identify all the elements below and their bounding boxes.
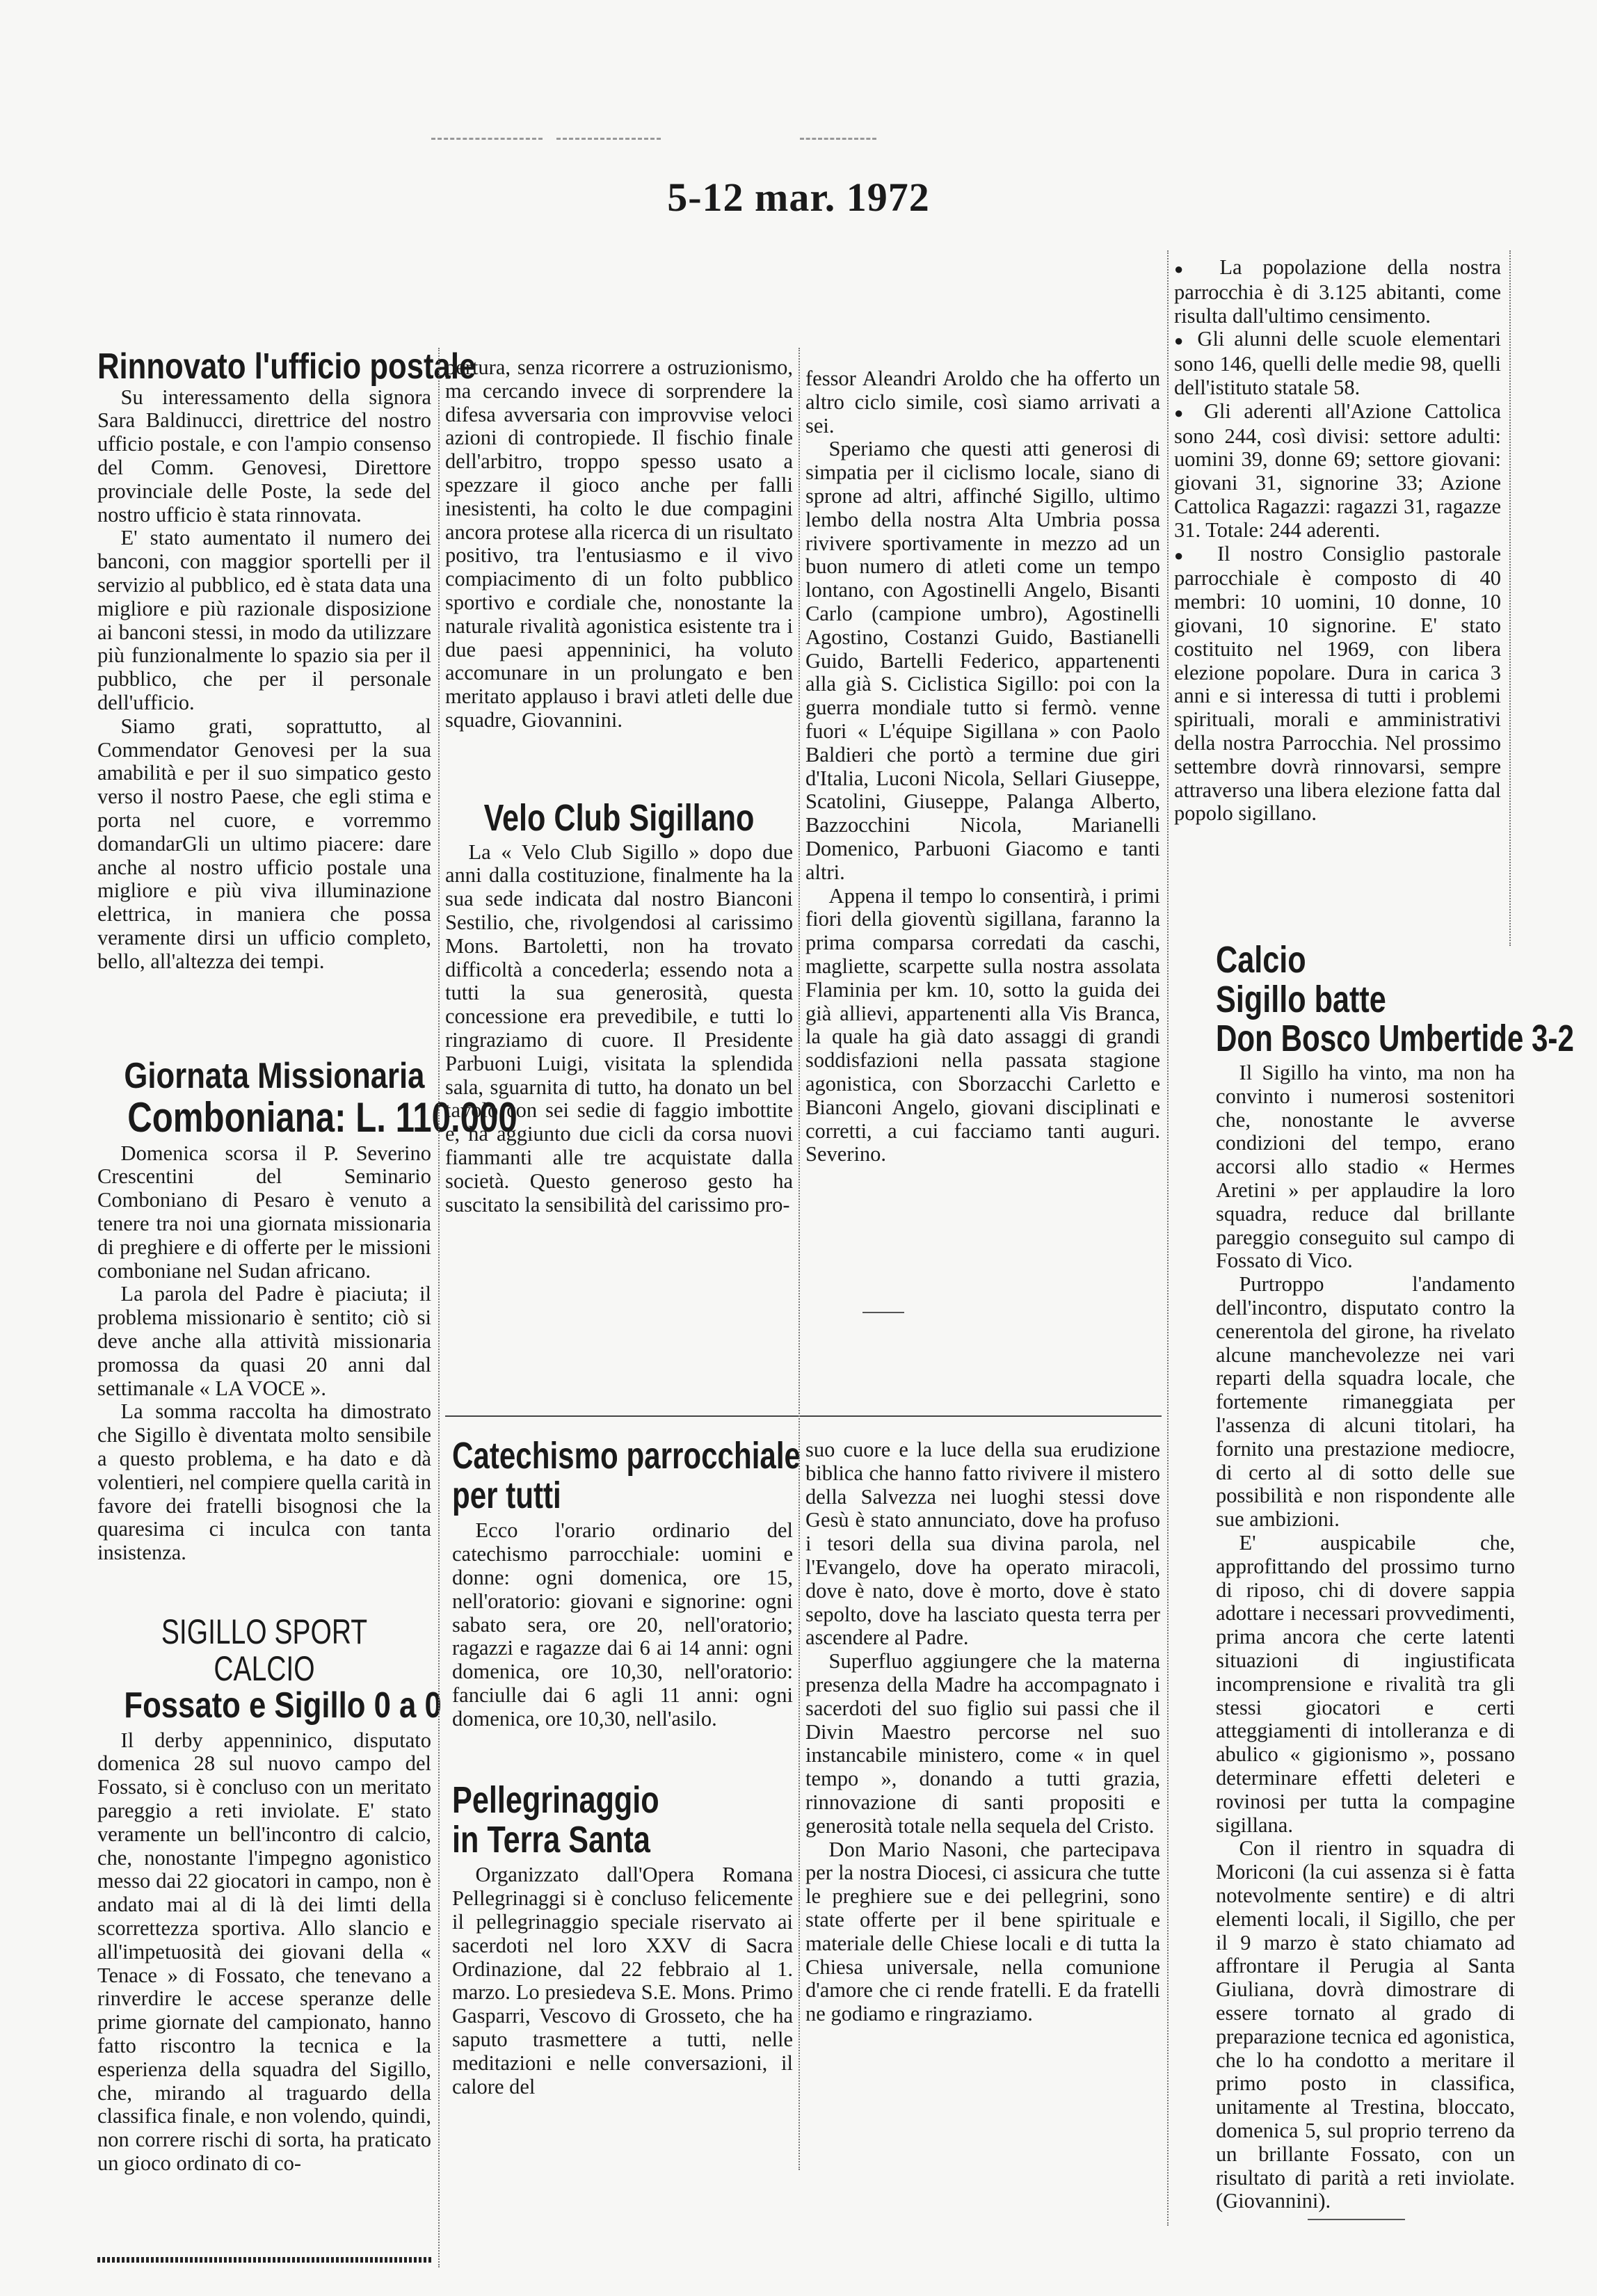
paragraph: pertura, senza ricorrere a ostruzionismo, ma cercando invece di sorprendere la difesa avversaria con improvvise veloci azioni di contropiede. Il fischio finale dell'arbitro, troppo spesso usato a spezzare il gioco anche per falli inesistenti, ha colto le due compagini ancora protese alla ricerca di un risultato positivo, tra l'entusiasmo e il vivo compiacimento di un folto pubblico sportivo e cordiale che, nonostante la naturale rivalità agonistica esistente tra i due paesi appenninici, ha voluto accomunare in un prolungato e ben meritato applauso i bravi atleti delle due squadre, Giovannini. [445, 355, 793, 732]
headline-missionaria-2: Comboniana: L. 110.000 [127, 1093, 517, 1141]
paragraph: La somma raccolta ha dimostrato che Sigillo è diventata molto sensibile a questo problema, e ha dato e dà volentieri, nel compiere quella carità in favore dei fratelli bisognosi che la quaresima ci inculca con tanta insistenza. [97, 1399, 431, 1565]
velo-end-ornament [862, 1312, 904, 1313]
paragraph: Siamo grati, soprattutto, al Commendator Genovesi per la sua amabilità e per il suo simpatico gesto verso il nostro Paese, che egli stima e porta nel cuore, e vorremmo domandarGli un ultimo piacere: dare anche al nostro ufficio postale una migliore e più viva illuminazione elettrica, in maniera che possa veramente dirsi un ufficio completo, bello, all'altezza dei tempi. [97, 714, 431, 973]
column-rule [798, 348, 800, 2170]
article-pellegrinaggio [452, 1781, 793, 2098]
paragraph: Il derby appenninico, disputato domenica 28 sul nuovo campo del Fossato, si è concluso con un meritato pareggio a reti inviolate. E' stato veramente un bell'incontro di calcio, che, nonostante l'impegno agonistico messo dai 22 giocatori in campo, non è andato mai al di là dei limti della scorrettezza sportiva. Allo slancio e all'impetuosità dei giovani della « Tenace » di Fossato, che tenevano a rinverdire le accese speranze delle prime giornate del campionato, hanno fatto riscontro la tecnica e la esperienza della squadra del Sigillo, che, mirando al traguardo della classifica finale, e non volendo, quindi, non correre rischi di sorta, ha praticato un gioco ordinato di co- [97, 1728, 431, 2175]
article-sport-continuation [445, 356, 793, 732]
section-rule [445, 1415, 1162, 1417]
article-velo-continuation [805, 367, 1160, 1166]
paragraph: Domenica scorsa il P. Severino Crescentini del Seminario Comboniano di Pesaro è venuto a tenere tra noi una giornata missionaria di preghiere e di offerte per le missioni comboniane nel Sudan africano. [97, 1141, 431, 1283]
bullet-icon: ● [1174, 403, 1191, 422]
bullet-icon: ● [1174, 332, 1188, 350]
bullet-icon: ● [1174, 546, 1198, 564]
list-item [1174, 328, 1501, 399]
list-item-text: Gli alunni delle scuole elementari sono 146, quelli delle medie 98, quelli dell'istituto statale 58. [1174, 327, 1502, 399]
headline-pellegrinaggio-1: Pellegrinaggio [452, 1779, 659, 1821]
paragraph: Con il rientro in squadra di Moriconi (la cui assenza si è fatta notevolmente sentire) e di altri elementi locali, il Sigillo, che per il 9 marzo è stato chiamato ad affrontare il Perugia al Santa Giuliana, dovrà dimostrare di essere tornato al grado di preparazione tecnica ed agonistica, che lo ha condotto a meritare il primo posto in classifica, unitamente al Trestina, bloccato, domenica 5, sul proprio terreno da un brillante Fossato, con un risultato di parità a reti inviolate. (Giovannini). [1216, 1836, 1515, 2213]
article-pellegrinaggio-continuation [805, 1438, 1160, 2026]
top-ornament-left [431, 138, 543, 140]
headline-ufficio-postale: Rinnovato l'ufficio postale [97, 346, 476, 387]
list-item [1174, 400, 1501, 543]
article-calcio-umbertide [1216, 939, 1574, 2213]
column-rule [1167, 250, 1169, 2226]
article-velo-club [445, 798, 793, 1217]
headline-missionaria-1: Giornata Missionaria [124, 1056, 425, 1096]
paragraph: Purtroppo l'andamento dell'incontro, disputato contro la cenerentola del girone, ha rivelato alcune manchevolezze nei vari reparti della squadra locale, che fortemente rimaneggiata per l'assenza di alcuni titolari, ha fornito una prestazione mediocre, di certo al di sotto delle sue possibilità e non rispondente alle sue ambizioni. [1216, 1272, 1515, 1532]
paragraph: La « Velo Club Sigillo » dopo due anni dalla costituzione, finalmente ha la sua sede indicata dal nostro Bianconi Sestilio, che, rivolgendosi al carissimo Mons. Bartoletti, non ha trovato difficoltà a concederla; essendo nota a tutti la sua generosità, questa concessione era prevedibile, e tutti lo ringraziamo di cuore. Il Presidente Parbuoni Luigi, visitata la splendida sala, sguarnita di tutto, ha donato un bel tavolo con sei sedie di faggio imbottite e, ha aggiunto due cicli da corsa nuovi fiammanti alle tre acquistate dalla società. Questo generoso gesto ha suscitato la sensibilità del carissimo pro- [445, 840, 793, 1217]
paragraph: E' stato aumentato il numero dei banconi, con maggior sportelli per il servizio al pubblico, ed è stata data una migliore e più razionale disposizione ai banconi stessi, in modo da utilizzare più funzionalmente lo spazio sia per il pubblico, che per il personale dell'ufficio. [97, 526, 431, 714]
top-ornament-right [800, 138, 876, 140]
article-sport [97, 1612, 442, 2176]
headline-fossato-sigillo: Fossato e Sigillo 0 a 0 [124, 1685, 442, 1726]
paragraph: Don Mario Nasoni, che partecipava per la nostra Diocesi, ci assicura che tutte le preghiere sue e dei pellegrini, sono state offerte per il bene spirituale e materiale delle Chiese locali e di tutta la Chiesa universale, nella comunione d'amore che ci rende fratelli. E da fratelli ne godiamo e ringraziamo. [805, 1837, 1160, 2026]
list-item-text: La popolazione della nostra parrocchia è di 3.125 abitanti, come risulta dall'ultimo censimento. [1174, 255, 1501, 328]
paragraph: Ecco l'orario ordinario del catechismo parrocchiale: uomini e donne: ogni domenica, ore 15, nell'oratorio: giovani e signorine: ogni sabato sera, ore 20, nell'oratorio; ragazzi e ragazze dai 6 ai 14 anni: ogni domenica, ore 10,30, nell'oratorio: fanciulle dai 6 agli 11 anni: ogni domenica, ore 10,30, nell'asilo. [452, 1518, 793, 1731]
paragraph: suo cuore e la luce della sua erudizione biblica che hanno fatto rivivere il mistero della Salvezza nei luoghi stessi dove Gesù è stato annunciato, dove ha profuso i tesori della sua divina parola, nel l'Evangelo, dove ha operato miracoli, dove è nato, dove è morto, dove è stato sepolto, dove ha lasciato questa terra per ascendere al Padre. [805, 1438, 1160, 1650]
column-rule [438, 348, 440, 2267]
list-item [1174, 256, 1501, 328]
paragraph: Il Sigillo ha vinto, ma non ha convinto i numerosi sostenitori che, nonostante le avverse condizioni del tempo, erano accorsi allo stadio « Hermes Aretini » per applaudire la loro squadra, reduce dal brillante pareggio conseguito sul campo di Fossato di Vico. [1216, 1061, 1515, 1273]
paragraph: fessor Aleandri Aroldo che ha offerto un altro ciclo simile, così siamo arrivati a sei. [805, 367, 1160, 437]
headline-catechismo-2: per tutti [452, 1474, 561, 1516]
paragraph: Su interessamento della signora Sara Baldinucci, direttrice del nostro ufficio postale, e con l'ampio consenso del Comm. Genovesi, Direttore provinciale delle Poste, la sede del nostro ufficio è stata rinnovata. [97, 385, 431, 527]
paragraph: La parola del Padre è piaciuta; il problema missionario è sentito; ciò si deve anche alla attività missionaria promossa da quasi 20 anni dal settimanale « LA VOCE ». [97, 1282, 431, 1400]
article-ufficio-postale [97, 346, 476, 974]
bottom-rule [97, 2257, 431, 2263]
column-rule [1509, 250, 1511, 946]
top-ornament-center [556, 138, 661, 140]
list-item-text: Il nostro Consiglio pastorale parrocchiale è composto di 40 membri: 10 uomini, 10 donne, 10 giovani, 10 signorine. E' stato costituito nel 1969, con libera elezione popolare. Dura in carica 3 anni e si interessa di tutti i problemi spirituali, morali e amministrativi della nostra Parrocchia. Nel prossimo settembre dovrà rinnovarsi, sempre attraverso una libera elezione fatta dal popolo sigillano. [1174, 541, 1502, 826]
calcio-end-ornament [1308, 2219, 1405, 2220]
list-item-text: Gli aderenti all'Azione Cattolica sono 244, così divisi: settore adulti: uomini 39, donne 69; settore giovani: giovani 31, signorine 33; Azione Cattolica Ragazzi: ragazzi 31, ragazze 31. Totale: 244 aderenti. [1174, 399, 1501, 542]
headline-catechismo-1: Catechismo parrocchiale [452, 1435, 801, 1477]
headline-pellegrinaggio-2: in Terra Santa [452, 1818, 650, 1861]
sport-kicker: SIGILLO SPORT [161, 1612, 368, 1651]
paragraph: Appena il tempo lo consentirà, i primi fiori della gioventù sigillana, faranno la prima comparsa corredati da caschi, magliette, scarpette sulla nostra assolata Flaminia per km. 10, sotto la guida dei già allievi, appartenenti alla Vis Branca, la quale ha già dato assaggi di grandi soddisfazioni nella passata stagione agonistica, con Sborzacchi Carletto e Bianconi Angelo, giovani disciplinati e corretti, a cui facciamo tanti auguri. Severino. [805, 883, 1160, 1166]
headline-sigillo-batte: Sigillo batte [1216, 978, 1386, 1020]
issue-date: 5-12 mar. 1972 [667, 175, 930, 220]
headline-calcio: Calcio [1216, 939, 1306, 981]
bullet-icon: ● [1174, 260, 1199, 278]
sport-kicker-calcio: CALCIO [214, 1648, 315, 1688]
list-item [1174, 543, 1501, 826]
article-catechismo [452, 1435, 801, 1731]
headline-velo-club: Velo Club Sigillano [483, 797, 755, 839]
paragraph: E' auspicabile che, approfittando del prossimo turno di riposo, chi di dovere sappia adottare i necessari provvedimenti, prima ancora che certe latenti situazioni di ingiustificata incomprensione e rivalità tra gli stessi giocatori e certi atteggiamenti di intolleranza e di abulico « gigionismo », possano determinare effetti deleteri e rovinosi per tutta la compagine sigillana. [1216, 1531, 1515, 1837]
article-popolazione [1174, 256, 1501, 826]
headline-don-bosco: Don Bosco Umbertide 3-2 [1216, 1018, 1574, 1060]
paragraph: Superfluo aggiungere che la materna presenza della Madre ha accompagnato i sacerdoti del suo figlio sui passi che il Divin Maestro percorse nel suo instancabile ministero, come « in quel tempo », donando a tutti grazia, rinnovazione di santi propositi e generosità totale nella sequela del Cristo. [805, 1649, 1160, 1838]
paragraph: Speriamo che questi atti generosi di simpatia per il ciclismo locale, siano di sprone ad altri, affinché Sigillo, ultimo lembo della nostra Alta Umbria possa rivivere sportivamente in mezzo ad un buon numero di atleti come un tempo lontano, con Agostinelli Angelo, Bisanti Carlo (campione umbro), Agostinelli Agostino, Costanzi Guido, Bastianelli Guido, Bartelli Federico, appartenenti alla già S. Ciclistica Sigillo: poi con la guerra mondiale tutto si fermò. venne fuori « L'équipe Sigillana » con Paolo Baldieri che portò a termine due giri d'Italia, Luconi Nicola, Sellari Giuseppe, Scatolini, Giuseppe, Palanga Alberto, Bazzocchini Nicola, Marianelli Domenico, Parbuoni Giacomo e tanti altri. [805, 437, 1160, 884]
paragraph: Organizzato dall'Opera Romana Pellegrinaggi si è concluso felicemente il pellegrinaggio speciale riservato ai sacerdoti nel loro XXV di Sacra Ordinazione, dal 22 febbraio al 1. marzo. Lo presiedeva S.E. Mons. Primo Gasparri, Vescovo di Grosseto, che ha saputo trasmettere a tutti, nelle meditazioni e nelle conversazioni, il calore del [452, 1863, 793, 2098]
